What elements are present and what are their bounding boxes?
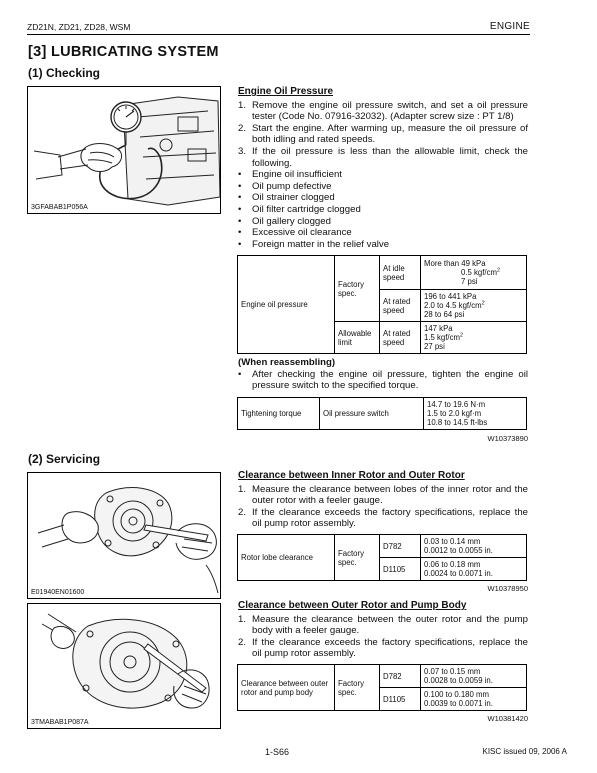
table-item-cell: Clearance between outer rotor and pump body xyxy=(238,665,335,711)
value-kgf: 0.5 kgf/cm xyxy=(461,268,497,277)
inner-rotor-title: Clearance between Inner Rotor and Outer Rotor xyxy=(238,470,465,481)
cause-text: Oil gallery clogged xyxy=(252,215,331,227)
reassembling-text: After checking the engine oil pressure, tighten the engine oil pressure switch to the specified torque. xyxy=(252,368,528,392)
step-text: Start the engine. After warming up, measure the oil pressure of both idling and rated speeds. xyxy=(252,122,528,146)
allowable-limit-cell: Allowable limit xyxy=(335,322,380,354)
value-kgf: 1.5 kgf/cm xyxy=(424,333,460,342)
bullet-icon: • xyxy=(238,192,242,204)
value-cell xyxy=(421,688,527,711)
value-cell xyxy=(421,535,527,558)
reassembling-heading: (When reassembling) xyxy=(238,357,336,368)
value-mm: 0.03 to 0.14 mm xyxy=(424,537,481,546)
bullet-icon: • xyxy=(238,180,242,192)
torque-value-cell xyxy=(424,398,527,430)
value-in: 0.0039 to 0.0071 in. xyxy=(424,699,493,708)
document-code: W10378950 xyxy=(487,584,528,593)
step-item xyxy=(238,507,528,530)
value-cell: 147 kPa 1.5 kgf/$cm^2$ 27 psi xyxy=(421,322,527,354)
step-item xyxy=(238,123,528,146)
bullet-icon: • xyxy=(238,203,242,215)
value-psi: 7 psi xyxy=(461,277,478,286)
torque-value: 10.8 to 14.5 ft-lbs xyxy=(427,418,488,427)
figure-caption: 3GFABAB1P056A xyxy=(31,204,88,211)
condition-cell: At rated speed xyxy=(380,290,421,322)
section-title: [3] LUBRICATING SYSTEM xyxy=(28,44,219,60)
step-text: Measure the clearance between lobes of the inner rotor and the outer rotor with a feeler gauge. xyxy=(252,483,528,507)
oil-pressure-spec-table xyxy=(237,255,527,354)
engine-oil-pressure-block xyxy=(238,86,528,250)
inner-rotor-block xyxy=(238,470,528,530)
bullet-icon: • xyxy=(238,368,242,380)
cause-text: Excessive oil clearance xyxy=(252,227,352,239)
bullet-icon: • xyxy=(238,215,242,227)
header-rule xyxy=(27,34,530,35)
document-code: W10381420 xyxy=(487,714,528,723)
outer-rotor-clearance-figure xyxy=(27,603,221,729)
outer-rotor-title: Clearance between Outer Rotor and Pump Body xyxy=(238,600,467,611)
reassembling-block xyxy=(238,357,528,392)
step-number: 2. xyxy=(238,506,247,518)
value-mm: 0.07 to 0.15 mm xyxy=(424,667,481,676)
value-psi: 27 psi xyxy=(424,342,445,351)
step-number: 3. xyxy=(238,145,247,157)
outer-rotor-clearance-illustration xyxy=(28,604,221,729)
step-item xyxy=(238,614,528,637)
cause-text: Engine oil insufficient xyxy=(252,169,342,181)
oil-pressure-tester-illustration xyxy=(28,87,221,214)
value-cell xyxy=(421,558,527,581)
inner-rotor-clearance-figure xyxy=(27,472,221,599)
condition-cell: At idle speed xyxy=(380,256,421,290)
cause-item xyxy=(238,239,528,251)
cause-item xyxy=(238,169,528,181)
step-text: If the clearance exceeds the factory specifications, replace the oil pump rotor assembly. xyxy=(252,506,528,530)
step-text: Remove the engine oil pressure switch, and set a oil pressure tester (Code No. 07916-32032). (Adapter screw size : PT 1/8) xyxy=(252,99,528,123)
value-kpa: 196 to 441 kPa xyxy=(424,292,477,301)
cause-item xyxy=(238,216,528,228)
page-number: 1-S66 xyxy=(265,747,290,757)
step-item xyxy=(238,146,528,169)
table-item-cell: Rotor lobe clearance xyxy=(238,535,335,581)
header-manual-title: ZD21N, ZD21, ZD28, WSM xyxy=(27,22,131,32)
factory-spec-cell: Factory spec. xyxy=(335,535,380,581)
outer-rotor-block xyxy=(238,600,528,660)
rotor-lobe-clearance-table xyxy=(237,534,527,581)
figure-caption: 3TMABAB1P087A xyxy=(31,719,89,726)
model-cell: D782 xyxy=(380,535,421,558)
model-cell: D1105 xyxy=(380,558,421,581)
value-psi: 28 to 64 psi xyxy=(424,310,465,319)
engine-oil-pressure-title: Engine Oil Pressure xyxy=(238,86,334,97)
step-item xyxy=(238,484,528,507)
cause-text: Oil filter cartridge clogged xyxy=(252,203,361,215)
tightening-torque-table xyxy=(237,397,527,430)
bullet-icon: • xyxy=(238,169,242,181)
figure-caption: E01940EN01600 xyxy=(31,589,85,596)
torque-label-cell: Tightening torque xyxy=(238,398,320,430)
value-in: 0.0028 to 0.0059 in. xyxy=(424,676,493,685)
step-text: If the clearance exceeds the factory specifications, replace the oil pump rotor assembly. xyxy=(252,636,528,660)
document-code: W10373890 xyxy=(487,434,528,443)
cause-text: Foreign matter in the relief valve xyxy=(252,238,390,250)
cause-item xyxy=(238,181,528,193)
torque-value: 14.7 to 19.6 N·m xyxy=(427,400,486,409)
step-text: Measure the clearance between the outer rotor and the pump body with a feeler gauge. xyxy=(252,613,528,637)
reassembling-item xyxy=(238,369,528,392)
cause-item xyxy=(238,192,528,204)
table-item-cell: Engine oil pressure xyxy=(238,256,335,354)
cause-text: Oil strainer clogged xyxy=(252,192,335,204)
factory-spec-cell: Factory spec. xyxy=(335,256,380,322)
value-in: 0.0024 to 0.0071 in. xyxy=(424,569,493,578)
bullet-icon: • xyxy=(238,238,242,250)
cause-item xyxy=(238,227,528,239)
bullet-icon: • xyxy=(238,227,242,239)
inner-rotor-clearance-illustration xyxy=(28,473,221,599)
header-section: ENGINE xyxy=(489,21,530,32)
oil-pressure-tester-figure xyxy=(27,86,221,214)
step-item xyxy=(238,100,528,123)
value-kgf: 2.0 to 4.5 kgf/cm xyxy=(424,301,482,310)
value-in: 0.0012 to 0.0055 in. xyxy=(424,546,493,555)
step-item xyxy=(238,637,528,660)
step-number: 1. xyxy=(238,99,247,111)
value-kpa: More than 49 kPa xyxy=(424,259,486,268)
value-cell: 196 to 441 kPa 2.0 to 4.5 kgf/$cm^2$ 28 to 64 psi xyxy=(421,290,527,322)
value-mm: 0.100 to 0.180 mm xyxy=(424,690,490,699)
value-cell xyxy=(421,665,527,688)
outer-rotor-clearance-table xyxy=(237,664,527,711)
cause-text: Oil pump defective xyxy=(252,180,332,192)
step-number: 1. xyxy=(238,613,247,625)
servicing-heading: (2) Servicing xyxy=(28,452,101,466)
step-number: 1. xyxy=(238,483,247,495)
model-cell: D1105 xyxy=(380,688,421,711)
condition-cell: At rated speed xyxy=(380,322,421,354)
step-text: If the oil pressure is less than the allowable limit, check the following. xyxy=(252,145,528,169)
model-cell: D782 xyxy=(380,665,421,688)
torque-value: 1.5 to 2.0 kgf·m xyxy=(427,409,482,418)
checking-heading: (1) Checking xyxy=(28,66,101,80)
cause-item xyxy=(238,204,528,216)
value-mm: 0.06 to 0.18 mm xyxy=(424,560,481,569)
factory-spec-cell: Factory spec. xyxy=(335,665,380,711)
issue-info: KISC issued 09, 2006 A xyxy=(482,747,567,756)
step-number: 2. xyxy=(238,636,247,648)
torque-item-cell: Oil pressure switch xyxy=(320,398,424,430)
value-kpa: 147 kPa xyxy=(424,324,453,333)
value-cell: More than 49 kPa 0.5 kgf/$cm^2$ 7 psi xyxy=(421,256,527,290)
step-number: 2. xyxy=(238,122,247,134)
